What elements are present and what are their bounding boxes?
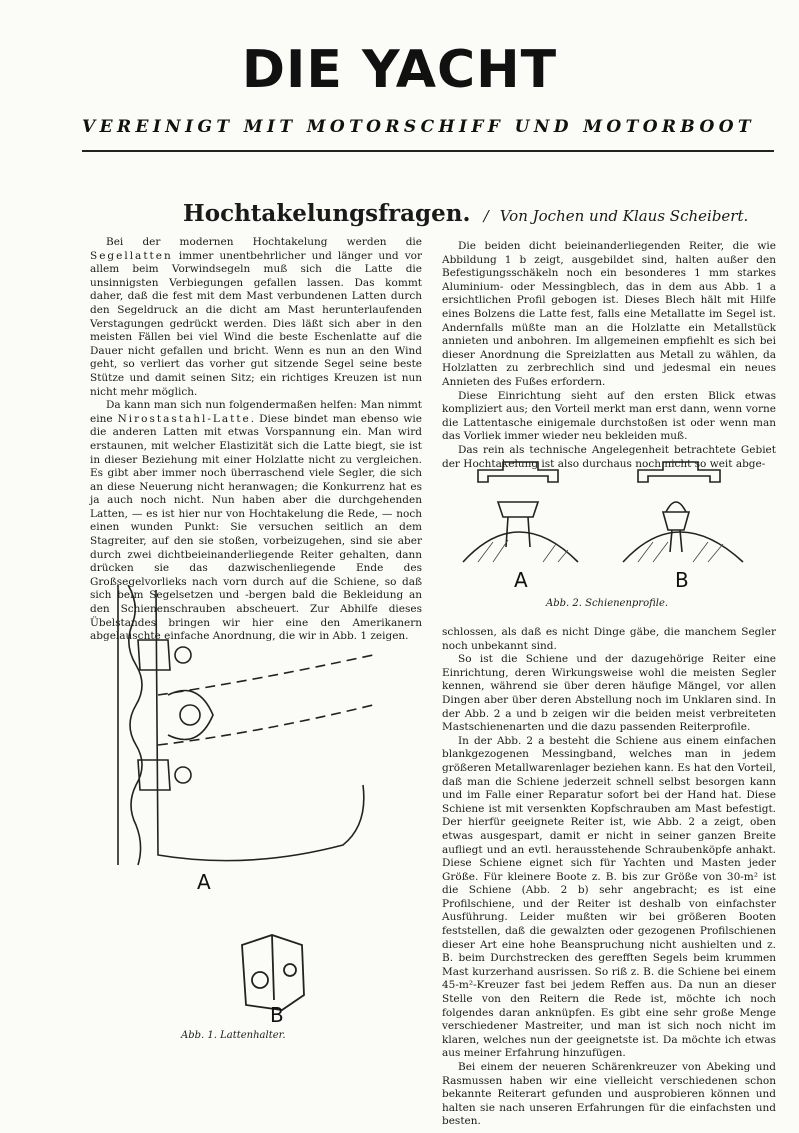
column-right-top (442, 240, 776, 471)
title-separator: / (483, 207, 489, 225)
paragraph: Da kann man sich nun folgendermaßen helfen: Man nimmt eine Nirostastahl-Latte. Diese bindet man ebenso wie die anderen Latten mit etwas Vorspannung ein. Man wird erstaunen, mit welcher Elastizität sich die Latte biegt, sie ist in dieser Beziehung mit einer Holzlatte nicht zu vergleichen. Es gibt aber immer noch überraschend viele Segler, die sich an diese Neuerung nicht heranwagen; die Konkurrenz hat es ja auch noch nicht. Nun haben aber die durchgehenden Latten, — es ist hier nur von Hochtakelung die Rede, — noch einen wunden Punkt: Sie versuchen seitlich an dem Stagreiter, auf den sie stoßen, vorbeizugehen, sind sie aber durch zwei dichtbeieinanderliegende Reiter gehalten, dann drücken sie das dazwischenliegende Ende des Großsegelvorlieks nach vorn durch auf die Schiene, so daß sich beim Segelsetzen und -bergen bald die Bekleidung an den Schienenschrauben abscheuert. Zur Abhilfe dieses Übelstandes bringen wir hier eine den Amerikanern abgelauschte einfache Anordnung, die wir in Abb. 1 zeigen. (90, 399, 422, 643)
masthead-subtitle: VEREINIGT MIT MOTORSCHIFF UND MOTORBOOT (82, 117, 755, 137)
paragraph: Bei einem der neueren Schärenkreuzer von Abeking und Rasmussen haben wir eine vielleicht verschiedenen schon bekannte Reiterart gefunden und ausprobieren können und halten sie nach unseren Erfahrungen für die einfachsten und besten. (442, 1061, 776, 1128)
figure-2-rail-profiles (458, 452, 758, 592)
paragraph: In der Abb. 2 a besteht die Schiene aus einem einfachen blankgezogenen Messingband, welches man in jedem größeren Metallwarenlager beziehen kann. Es hat den Vorteil, daß man die Schiene jederzeit schnell selbst besorgen kann und im Falle einer Reparatur sofort bei der Hand hat. Diese Schiene ist mit versenkten Kopfschrauben am Mast befestigt. Der hierfür geeignete Reiter ist, wie Abb. 2 a zeigt, oben etwas ausgespart, damit er nicht in seiner ganzen Breite aufliegt und an evtl. herausstehende Schraubenköpfe anhakt. Diese Schiene eignet sich für Yachten und Masten jeder Größe. Für kleinere Boote z. B. bis zur Größe von 30-m² ist die Schiene (Abb. 2 b) sehr angebracht; es ist eine Profilschiene, und der Reiter ist deshalb von einfachster Ausführung. Leider mußten wir bei größeren Booten feststellen, daß die gewalzten oder gezogenen Profilschienen dieser Art eine hohe Beanspruchung nicht aushielten und z. B. beim Durchstrecken des gerefften Segels beim krummen Mast kurzerhand ausrissen. So riß z. B. die Schiene bei einem 45-m²-Kreuzer fast bei jedem Reffen aus. Da nun an dieser Stelle von den Reitern die Rede ist, möchte ich noch folgendes daran anknüpfen. Es gibt eine sehr große Menge verschiedener Mastreiter, und man ist sich noch nicht im klaren, welches nun der geeignetste ist. Da möchte ich etwas aus meiner Erfahrung hinzufügen. (442, 734, 776, 1060)
paragraph: So ist die Schiene und der dazugehörige Reiter eine Einrichtung, deren Wirkungsweise wohl die meisten Segler kennen, während sie über deren häufige Mängel, vor allen Dingen aber über deren Abstellung noch im Unklaren sind. In der Abb. 2 a und b zeigen wir die beiden meist verbreiteten Mastschienenarten und die dazu passenden Reiterprofile. (442, 653, 776, 734)
paragraph: schlossen, als daß es nicht Dinge gäbe, die manchem Segler noch unbekannt sind. (442, 626, 776, 652)
fig1-label-b: B (270, 1003, 284, 1027)
paragraph: Bei der modernen Hochtakelung werden die Segellatten immer unentbehrlicher und länger und vor allem beim Vorwindsegeln muß sich die Latte die unsinnigsten Verbiegungen gefallen lassen. Das kommt daher, daß die fest mit dem Mast verbundenen Latten durch den Segeldruck an die dicht am Mast herunterlaufenden Verstagungen gedrückt werden. Dies läßt sich aber in den meisten Fällen bei viel Wind die beste Eschenlatte auf die Dauer nicht gefallen und bricht. Wenn es nun an den Wind geht, so verliert das vorher gut sitzende Segel seine beste Stütze und damit seinen Sitz; ein richtiges Kreuzen ist nun nicht mehr möglich. (90, 236, 422, 398)
article-heading (183, 200, 783, 227)
fig1-label-a: A (197, 870, 211, 894)
masthead: DIE YACHT (241, 40, 558, 100)
column-right-bottom (442, 626, 776, 1129)
paragraph: Die beiden dicht beieinanderliegenden Reiter, die wie Abbildung 1 b zeigt, ausgebildet sind, halten außer den Befestigungsschäkeln noch ein besonderes 1 mm starkes Aluminium- oder Messingblech, das in dem aus Abb. 1 a ersichtlichen Profil gebogen ist. Dieses Blech hält mit Hilfe eines Bolzens die Latte fest, falls eine Metallatte im Segel ist. Andernfalls müßte man an die Holzlatte ein Metallstück annieten und anbohren. Im allgemeinen empfiehlt es sich bei dieser Anordnung die Spreizlatten aus Metall zu wählen, da Holzlatten zu zerbrechlich sind und jedesmal ein neues Annieten des Fußes erfordern. (442, 240, 776, 388)
header-rule (82, 150, 774, 152)
fig2-label-a: A (514, 568, 528, 592)
column-left (90, 236, 422, 644)
paragraph: Das rein als technische Angelegenheit betrachtete Gebiet der Hochtakelung ist also durchaus noch nicht so weit abge- (442, 443, 776, 470)
fig2-caption: Abb. 2. Schienenprofile. (546, 598, 669, 609)
figure-1-batten-holder (98, 585, 380, 885)
article-title: Hochtakelungsfragen. (183, 200, 471, 227)
fig1-caption: Abb. 1. Lattenhalter. (181, 1030, 286, 1041)
paragraph: Diese Einrichtung sieht auf den ersten Blick etwas kompliziert aus; den Vorteil merkt man erst dann, wenn vorne die Lattentasche einigemale durchstoßen ist oder wenn man das Vorliek immer wieder neu bekleiden muß. (442, 389, 776, 443)
article-authors: Von Jochen und Klaus Scheibert. (499, 207, 749, 225)
fig2-label-b: B (675, 568, 689, 592)
